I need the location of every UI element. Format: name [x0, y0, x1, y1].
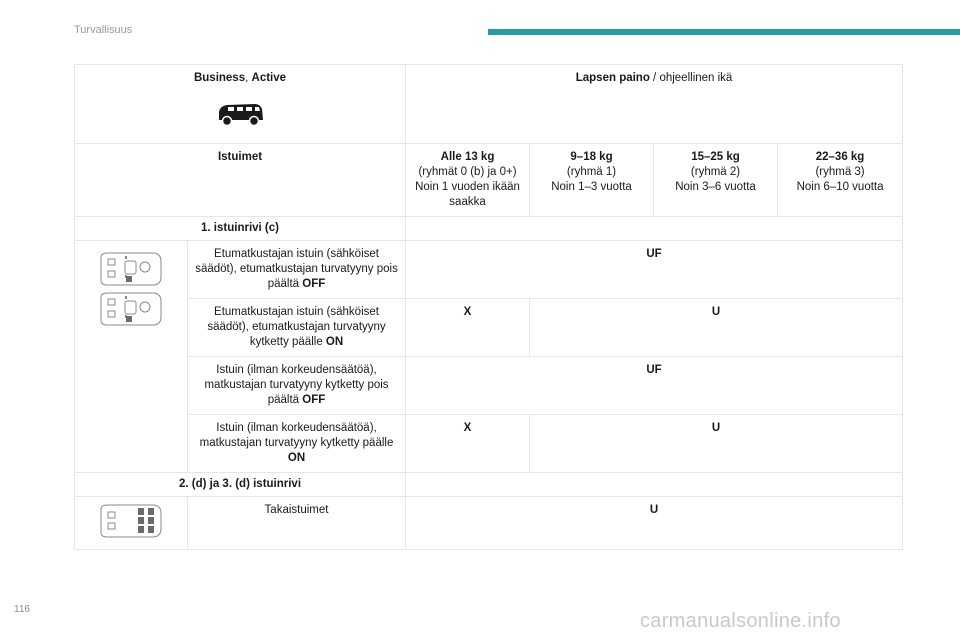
table-row [75, 299, 903, 357]
seat-option-label: Istuin (ilman korkeudensäätöä), matkustajan turvatyyny kytketty päälle ON [188, 415, 406, 473]
seat-option-value: UF [406, 241, 903, 299]
group-cell: 22–36 kg (ryhmä 3) Noin 6–10 vuotta [778, 144, 903, 217]
table-row [75, 241, 903, 299]
header-accent-bar [488, 29, 960, 35]
row1-title: 1. istuinrivi (c) [75, 217, 406, 241]
weight-header-cell: Lapsen paino / ohjeellinen ikä [406, 65, 903, 144]
group-cell: Alle 13 kg (ryhmät 0 (b) ja 0+) Noin 1 vuoden ikään saakka [406, 144, 530, 217]
row1-title-row [75, 217, 903, 241]
table-header-row [75, 65, 903, 144]
seats-label-cell: Istuimet [75, 144, 406, 217]
seat-option-value: U [530, 299, 903, 357]
rear-seat-diagram-cell [75, 497, 188, 550]
model-name: Business [193, 72, 246, 84]
page-number: 116 [14, 604, 30, 615]
seat-option-label: Istuin (ilman korkeudensäätöä), matkustajan turvatyyny kytketty pois päältä OFF [188, 357, 406, 415]
seat-option-label: Etumatkustajan istuin (sähköiset säädöt), etumatkustajan turvatyyny pois päältä OFF [188, 241, 406, 299]
table-row [75, 415, 903, 473]
table-row [75, 357, 903, 415]
row23-title: 2. (d) ja 3. (d) istuinrivi [75, 473, 406, 497]
running-header: Turvallisuus [74, 24, 133, 36]
child-seat-table [74, 64, 903, 550]
table-row [75, 497, 903, 550]
watermark-text: carmanualsonline.info [640, 610, 841, 632]
rear-seat-diagram-icon [98, 504, 164, 538]
seat-option-value: UF [406, 357, 903, 415]
model-variant: Active [251, 72, 287, 84]
model-cell: Business, Active [75, 65, 406, 144]
van-icon [215, 100, 265, 128]
front-seat-diagram-cell [75, 241, 188, 473]
group-cell: 15–25 kg (ryhmä 2) Noin 3–6 vuotta [654, 144, 778, 217]
weight-groups-row [75, 144, 903, 217]
seat-option-value: X [406, 299, 530, 357]
group-cell: 9–18 kg (ryhmä 1) Noin 1–3 vuotta [530, 144, 654, 217]
row23-title-row [75, 473, 903, 497]
front-seat-diagram-icon [98, 251, 164, 327]
seat-option-value: U [530, 415, 903, 473]
rear-seat-value: U [406, 497, 903, 550]
seat-option-label: Etumatkustajan istuin (sähköiset säädöt), etumatkustajan turvatyyny kytketty päälle ON [188, 299, 406, 357]
seat-option-value: X [406, 415, 530, 473]
rear-seat-label: Takaistuimet [188, 497, 406, 550]
